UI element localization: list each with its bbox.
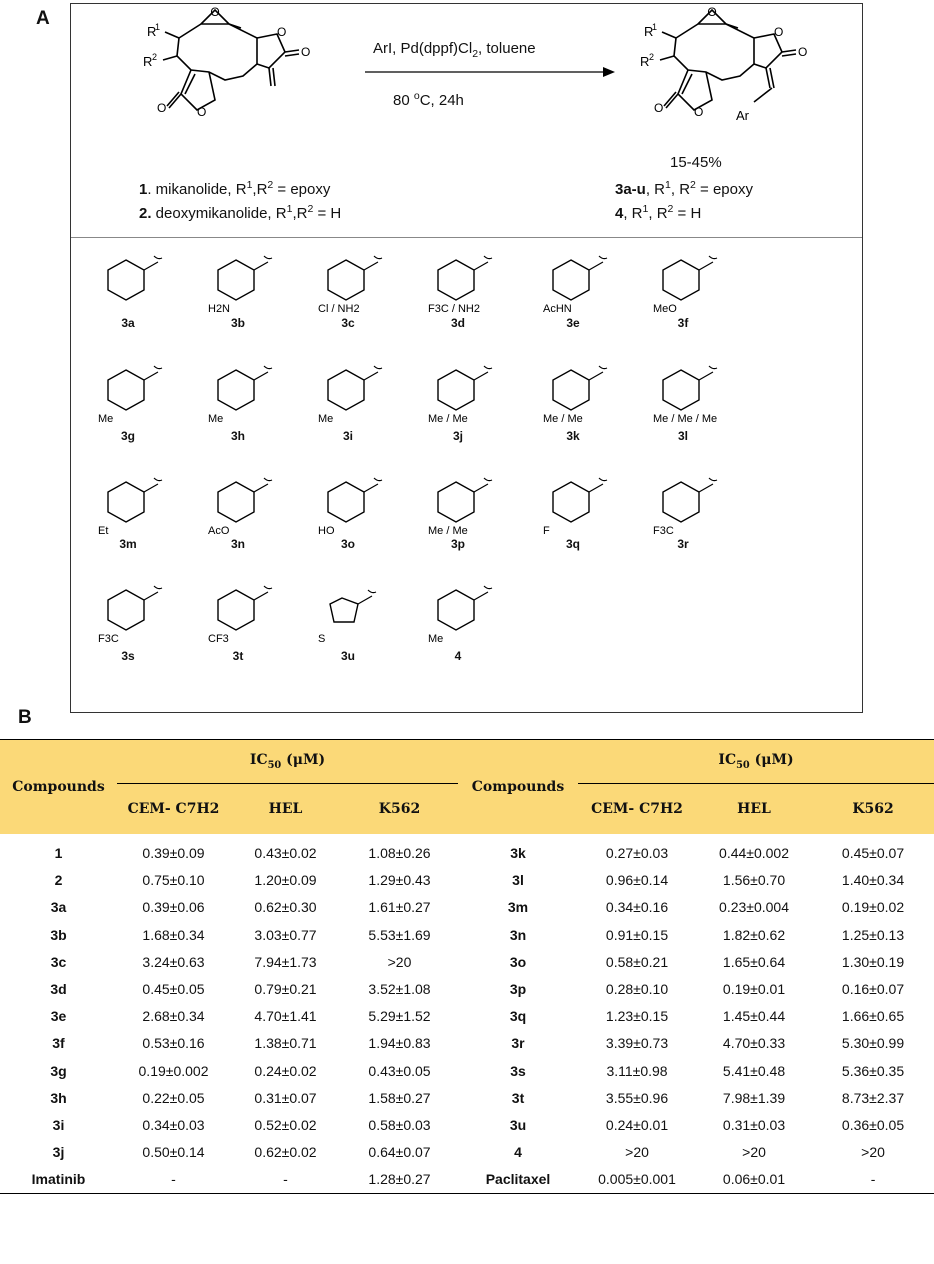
ic50-value: 0.43±0.05 <box>368 1062 431 1079</box>
substituent-label: 3s <box>121 649 135 663</box>
reaction-arrow <box>363 62 618 82</box>
header-cell-line: K562 <box>812 784 934 834</box>
compound-name: 4 <box>514 1144 522 1161</box>
ic50-value: 0.34±0.03 <box>142 1116 205 1133</box>
ic50-value: 0.58±0.03 <box>368 1116 431 1133</box>
ic50-value: - <box>117 1166 230 1194</box>
substituent-label: 3n <box>230 537 246 551</box>
compound-name: 3s <box>510 1062 526 1079</box>
ic50-value: 5.36±0.35 <box>841 1062 905 1079</box>
compound-name: 3o <box>509 953 527 970</box>
table-row <box>0 894 934 921</box>
substituent-label: 3i <box>342 429 354 443</box>
substituent-label: 3o <box>340 537 356 551</box>
ic50-value: 0.23±0.004 <box>719 899 789 916</box>
substituent-label: 3j <box>452 429 464 443</box>
header-cell-line: CEM- C7H2 <box>578 784 696 834</box>
ic50-value: 3.52±1.08 <box>368 981 431 998</box>
substituent-label: 3c <box>341 316 355 330</box>
substituent-3q-structure <box>541 476 641 536</box>
svg-text:2: 2 <box>649 52 655 62</box>
ic50-value: 0.44±0.002 <box>719 845 789 862</box>
substituent-label: 4 <box>454 649 462 663</box>
ic50-value: 0.06±0.01 <box>696 1166 812 1194</box>
compound-name: 3h <box>50 1089 67 1106</box>
ic50-value: >20 <box>625 1144 649 1161</box>
ic50-value: 0.16±0.07 <box>841 981 905 998</box>
ic50-value: 4.70±1.41 <box>254 1008 317 1025</box>
reaction-scheme <box>70 3 863 713</box>
ic50-value: 0.19±0.01 <box>722 981 786 998</box>
ic50-value: 0.53±0.16 <box>142 1035 205 1052</box>
compound-name: 3c <box>50 953 67 970</box>
header-cell-line: CEM- C7H2 <box>117 784 230 834</box>
substituent-3e-groups: AcHN <box>543 303 572 314</box>
table-row <box>0 834 934 867</box>
substituent-3g-structure <box>96 364 196 424</box>
ic50-value: 0.31±0.07 <box>254 1089 317 1106</box>
substituent-3l-groups: Me / Me / Me <box>653 413 718 424</box>
product-label-4: 4, $R^1$, $R^2 = H$ <box>615 203 702 222</box>
ic50-value: 0.005±0.001 <box>578 1166 696 1194</box>
ic50-value: 0.27±0.03 <box>605 845 669 862</box>
substituent-3k-groups: Me / Me <box>543 413 583 424</box>
compound-name: 1 <box>54 845 63 862</box>
svg-text:2: 2 <box>152 52 158 62</box>
ic50-value: 0.79±0.21 <box>254 981 317 998</box>
table-row <box>0 1030 934 1057</box>
substituent-3c-groups: Cl / NH2 <box>318 303 360 314</box>
ic50-value: 1.56±0.70 <box>722 872 786 889</box>
product-structure <box>626 6 826 156</box>
ic50-value: 1.30±0.19 <box>841 953 905 970</box>
ic50-value: 1.61±0.27 <box>368 899 431 916</box>
table-row <box>0 1057 934 1084</box>
substituent-label: 3h <box>230 429 246 443</box>
ic50-value: 0.36±0.05 <box>841 1116 905 1133</box>
substituent-3c-structure <box>316 254 416 314</box>
substituent-label: 3p <box>450 537 466 551</box>
ic50-value: 0.64±0.07 <box>368 1144 431 1161</box>
substituent-3b-groups: H2N <box>208 303 231 314</box>
r1-group: R <box>147 24 157 39</box>
ic50-value: 0.28±0.10 <box>605 981 669 998</box>
ic50-value: 1.66±0.65 <box>841 1008 905 1025</box>
ic50-value: 0.62±0.30 <box>254 899 317 916</box>
compound-name: 3i <box>52 1116 65 1133</box>
svg-text:1: 1 <box>155 22 161 32</box>
substituent-3t-structure <box>206 584 306 644</box>
ic50-value: 0.52±0.02 <box>254 1116 317 1133</box>
header-compounds-right: Compounds <box>458 740 578 834</box>
compound-name: 3d <box>50 981 67 998</box>
ic50-value: 0.19±0.002 <box>138 1062 209 1079</box>
substituent-label: 3a <box>121 316 135 330</box>
ic50-value: 3.24±0.63 <box>142 953 205 970</box>
scheme-divider <box>71 237 862 238</box>
compound-name: 3k <box>510 845 526 862</box>
substituent-3u-groups: S <box>318 633 326 644</box>
compound-name: 3f <box>52 1035 65 1052</box>
ic50-value: 7.98±1.39 <box>722 1089 786 1106</box>
svg-text:O: O <box>798 45 808 59</box>
compound-name: Paclitaxel <box>458 1166 578 1194</box>
svg-text:O: O <box>694 105 704 119</box>
ic50-value: 1.58±0.27 <box>368 1089 431 1106</box>
compound-name: 3q <box>509 1008 527 1025</box>
reactant-label-1: 1. mikanolide, $R^1,R^2$ = epoxy <box>139 179 331 198</box>
substituent-3b-structure <box>206 254 306 314</box>
ic50-value: 1.68±0.34 <box>142 926 205 943</box>
ic50-value: 3.55±0.96 <box>605 1089 669 1106</box>
reactant-label-2: 2. deoxymikanolide, $R^1,R^2 = H$ <box>139 203 342 222</box>
ic50-value: 0.43±0.02 <box>254 845 317 862</box>
table-row <box>0 1166 934 1194</box>
ic50-value: 0.75±0.10 <box>142 872 205 889</box>
substituent-3s-structure <box>96 584 196 644</box>
substituent-label: 3d <box>450 316 466 330</box>
substituent-3m-structure <box>96 476 196 536</box>
ic50-value: 1.28±0.27 <box>341 1166 458 1194</box>
substituent-3l-structure <box>651 364 751 424</box>
substituent-3p-groups: Me / Me <box>428 525 468 536</box>
substituent-3q-groups: F <box>543 525 550 536</box>
substituent-4-structure <box>426 584 526 644</box>
header-cell-line: HEL <box>230 784 341 834</box>
ic50-table <box>0 739 934 1194</box>
carbonyl-o-right: O <box>301 45 311 59</box>
compound-name: 3u <box>509 1116 527 1133</box>
substituent-3j-structure <box>426 364 526 424</box>
substituent-label: 3t <box>232 649 244 663</box>
ic50-value: - <box>230 1166 341 1194</box>
ic50-value: 0.45±0.05 <box>142 981 205 998</box>
svg-text:O: O <box>774 25 784 39</box>
ic50-value: >20 <box>742 1144 766 1161</box>
substituent-4-groups: Me <box>428 633 444 644</box>
table-row <box>0 1111 934 1138</box>
substituent-3j-groups: Me / Me <box>428 413 468 424</box>
ic50-value: 0.24±0.01 <box>605 1116 669 1133</box>
substituent-label: 3r <box>677 537 689 551</box>
aryl-group: Ar <box>736 108 749 123</box>
substituent-3f-structure <box>651 254 751 314</box>
ic50-value: 3.39±0.73 <box>605 1035 669 1052</box>
reactant-structure <box>129 6 329 146</box>
substituent-label: 3q <box>565 537 581 551</box>
table-row <box>0 1139 934 1166</box>
ic50-value: >20 <box>861 1144 885 1161</box>
r2-group: R <box>143 54 153 69</box>
ic50-value: 0.31±0.03 <box>722 1116 786 1133</box>
compound-name: 3l <box>512 872 524 889</box>
compound-name: 3b <box>50 926 67 943</box>
substituent-3e-structure <box>541 254 641 314</box>
panel-label-b: B <box>18 707 32 728</box>
substituent-3d-structure <box>426 254 526 314</box>
ic50-value: 2.68±0.34 <box>142 1008 205 1025</box>
ic50-value: 5.41±0.48 <box>722 1062 786 1079</box>
ic50-value: 1.94±0.83 <box>368 1035 431 1052</box>
ic50-value: 0.58±0.21 <box>605 953 669 970</box>
table-row <box>0 948 934 975</box>
lactone-o-right: O <box>277 25 287 39</box>
ic50-value: 1.25±0.13 <box>841 926 905 943</box>
substituent-3r-structure <box>651 476 751 536</box>
panel-label-a: A <box>36 8 50 29</box>
substituent-3m-groups: Et <box>98 525 109 536</box>
svg-text:O: O <box>707 6 717 19</box>
ic50-value: 3.11±0.98 <box>606 1062 668 1079</box>
substituent-3i-structure <box>316 364 416 424</box>
substituent-3h-structure <box>206 364 306 424</box>
compound-name: 3j <box>52 1144 65 1161</box>
substituent-label: 3e <box>566 316 580 330</box>
ic50-value: 0.34±0.16 <box>605 899 669 916</box>
substituent-label: 3f <box>677 316 689 330</box>
svg-text:1: 1 <box>652 22 658 32</box>
substituent-3g-groups: Me <box>98 413 114 424</box>
table-row <box>0 921 934 948</box>
header-ic50-right: $IC_{50}$ (μM) <box>578 740 934 784</box>
ic50-value: 5.30±0.99 <box>841 1035 905 1052</box>
ic50-value: 1.29±0.43 <box>368 872 431 889</box>
reaction-conditions: 80 $^o$C, 24h <box>393 90 464 109</box>
table-row <box>0 867 934 894</box>
substituent-label: 3g <box>120 429 136 443</box>
epoxide-o: O <box>210 6 220 19</box>
ic50-value: 0.24±0.02 <box>254 1062 317 1079</box>
substituent-3s-groups: F3C <box>98 633 119 644</box>
yield-label: 15-45% <box>670 154 722 171</box>
substituent-label: 3b <box>230 316 246 330</box>
substituent-3i-groups: Me <box>318 413 334 424</box>
substituent-3k-structure <box>541 364 641 424</box>
ic50-value: 1.40±0.34 <box>841 872 905 889</box>
table-row <box>0 975 934 1002</box>
ic50-value: 0.19±0.02 <box>841 899 905 916</box>
ic50-value: 5.53±1.69 <box>368 926 431 943</box>
svg-text:R: R <box>640 54 650 69</box>
compound-name: Imatinib <box>0 1166 117 1194</box>
ic50-value: 4.70±0.33 <box>722 1035 786 1052</box>
ic50-value: 0.50±0.14 <box>142 1144 205 1161</box>
substituent-label: 3u <box>340 649 356 663</box>
ic50-value: 3.03±0.77 <box>254 926 317 943</box>
header-compounds-left: Compounds <box>0 740 117 834</box>
ic50-value: >20 <box>387 953 412 970</box>
ic50-value: 7.94±1.73 <box>254 953 317 970</box>
ic50-value: 1.23±0.15 <box>605 1008 669 1025</box>
ic50-value: 0.39±0.09 <box>142 845 205 862</box>
product-label-3: 3a-u, $R^1$, $R^2$ = epoxy <box>615 179 753 198</box>
ic50-value: 1.08±0.26 <box>368 845 431 862</box>
ic50-value: 0.62±0.02 <box>254 1144 317 1161</box>
table-row <box>0 1084 934 1111</box>
compound-name: 3r <box>511 1035 525 1052</box>
ic50-value: 1.45±0.44 <box>722 1008 786 1025</box>
substituent-3o-groups: HO <box>318 525 335 536</box>
header-cell-line: K562 <box>341 784 458 834</box>
substituent-3p-structure <box>426 476 526 536</box>
substituent-3a-structure <box>96 254 196 314</box>
substituent-label: 3k <box>566 429 580 443</box>
compound-name: 3n <box>509 926 527 943</box>
substituent-3f-groups: MeO <box>653 303 677 314</box>
ic50-value: 0.96±0.14 <box>605 872 669 889</box>
substituent-3d-groups: F3C / NH2 <box>428 303 480 314</box>
header-ic50-left: $IC_{50}$ (μM) <box>117 740 458 784</box>
compound-name: 3e <box>50 1008 67 1025</box>
substituent-label: 3m <box>119 537 137 551</box>
compound-name: 3a <box>50 899 67 916</box>
ic50-value: 1.65±0.64 <box>722 953 786 970</box>
ic50-value: 0.22±0.05 <box>142 1089 205 1106</box>
ic50-value: 1.20±0.09 <box>254 872 317 889</box>
ic50-value: 0.39±0.06 <box>142 899 205 916</box>
compound-name: 3m <box>507 899 529 916</box>
ic50-value: 5.29±1.52 <box>368 1008 431 1025</box>
table-row <box>0 1003 934 1030</box>
substituent-3u-structure <box>316 584 416 644</box>
compound-name: 3g <box>50 1062 67 1079</box>
substituent-3h-groups: Me <box>208 413 224 424</box>
compound-name: 3p <box>509 981 527 998</box>
ic50-value: 1.38±0.71 <box>254 1035 317 1052</box>
substituent-3r-groups: F3C <box>653 525 674 536</box>
substituent-3n-structure <box>206 476 306 536</box>
lactone-o-left: O <box>197 105 207 119</box>
ic50-value: 0.91±0.15 <box>605 926 669 943</box>
compound-name: 2 <box>54 872 63 889</box>
compound-name: 3t <box>511 1089 525 1106</box>
reaction-reagents: ArI, $Pd(dppf)Cl_2$, toluene <box>373 40 536 60</box>
ic50-value: 0.45±0.07 <box>841 845 905 862</box>
substituent-3t-groups: CF3 <box>208 633 229 644</box>
ic50-value: - <box>812 1166 934 1194</box>
carbonyl-o-left: O <box>157 101 167 115</box>
svg-text:R: R <box>644 24 654 39</box>
ic50-value: 8.73±2.37 <box>841 1089 905 1106</box>
substituent-label: 3l <box>677 429 689 443</box>
substituent-3o-structure <box>316 476 416 536</box>
svg-text:O: O <box>654 101 664 115</box>
header-cell-line: HEL <box>696 784 812 834</box>
ic50-value: 1.82±0.62 <box>722 926 786 943</box>
substituent-3n-groups: AcO <box>208 525 230 536</box>
